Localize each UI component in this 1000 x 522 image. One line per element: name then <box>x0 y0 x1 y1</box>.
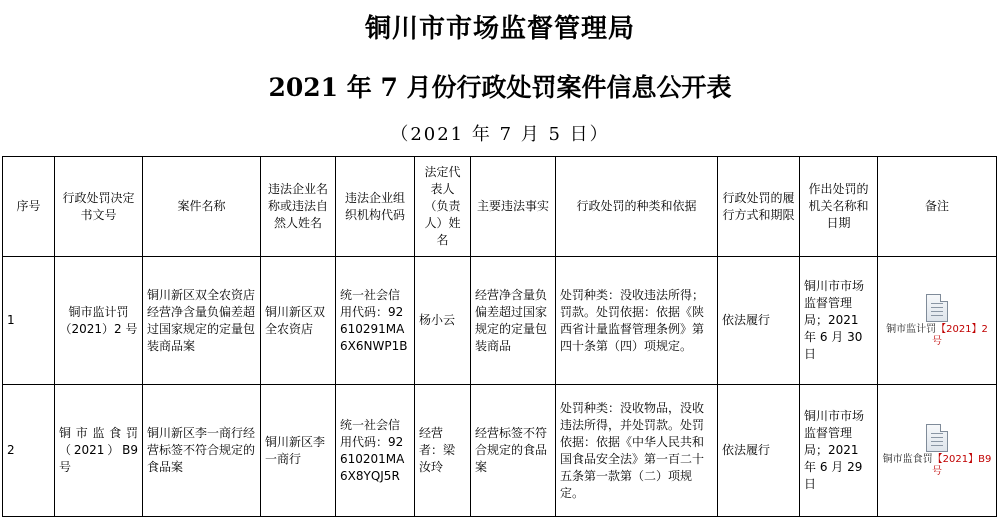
cell-no: 1 <box>3 257 55 385</box>
col-header-case-name: 案件名称 <box>143 157 261 257</box>
col-header-remark: 备注 <box>878 157 997 257</box>
cell-legal-rep: 杨小云 <box>415 257 471 385</box>
cell-authority: 铜川市市场监督管理局；2021 年 6 月 30日 <box>800 257 878 385</box>
cell-party: 铜川新区双全农资店 <box>261 257 336 385</box>
cell-doc-no: 铜市监计罚（2021）2 号 <box>55 257 143 385</box>
cell-method: 依法履行 <box>718 257 800 385</box>
penalty-table <box>2 156 997 517</box>
table-header-row <box>3 157 997 257</box>
table-row <box>3 257 997 385</box>
cell-penalty: 处罚种类：没收违法所得；罚款。处罚依据：依据《陕西省计量监督管理条例》第四十条第（四）项规定。 <box>556 257 718 385</box>
attachment-label[interactable]: 铜市监计罚【2021】2号 <box>886 323 988 347</box>
col-header-legal-rep: 法定代表人（负责人）姓名 <box>415 157 471 257</box>
cell-attachment[interactable] <box>878 385 997 517</box>
col-header-doc-no: 行政处罚决定书文号 <box>55 157 143 257</box>
cell-case-name: 铜川新区李一商行经营标签不符合规定的食品案 <box>143 385 261 517</box>
cell-org-code: 统一社会信用代码：92610201MA6X8YQJ5R <box>336 385 415 517</box>
document-icon[interactable] <box>926 294 948 322</box>
cell-org-code: 统一社会信用代码：92610291MA6X6NWP1B <box>336 257 415 385</box>
attachment-link[interactable] <box>882 424 992 478</box>
table-title: 2021 年 7 月份行政处罚案件信息公开表 <box>268 73 732 102</box>
cell-case-name: 铜川新区双全农资店经营净含量负偏差超过国家规定的定量包装商品案 <box>143 257 261 385</box>
attachment-link[interactable] <box>882 294 992 348</box>
col-header-penalty: 行政处罚的种类和依据 <box>556 157 718 257</box>
cell-attachment[interactable] <box>878 257 997 385</box>
cell-authority: 铜川市市场监督管理局；2021 年 6 月 29 日 <box>800 385 878 517</box>
table-row <box>3 385 997 517</box>
col-header-party: 违法企业名称或违法自然人姓名 <box>261 157 336 257</box>
cell-facts: 经营标签不符合规定的食品案 <box>471 385 556 517</box>
cell-no: 2 <box>3 385 55 517</box>
cell-legal-rep: 经营者：梁汝玲 <box>415 385 471 517</box>
col-header-org-code: 违法企业组织机构代码 <box>336 157 415 257</box>
cell-method: 依法履行 <box>718 385 800 517</box>
agency-title: 铜川市市场监督管理局 <box>364 14 635 44</box>
cell-party: 铜川新区李一商行 <box>261 385 336 517</box>
col-header-no: 序号 <box>3 157 55 257</box>
col-header-method: 行政处罚的履行方式和期限 <box>718 157 800 257</box>
date-line: （2021 年 7 月 5 日） <box>390 124 610 145</box>
col-header-facts: 主要违法事实 <box>471 157 556 257</box>
attachment-label[interactable]: 铜市监食罚【2021】B9号 <box>882 453 992 477</box>
col-header-authority: 作出处罚的机关名称和日期 <box>800 157 878 257</box>
document-icon[interactable] <box>926 424 948 452</box>
cell-doc-no: 铜市监食罚（2021）B9 号 <box>55 385 143 517</box>
cell-facts: 经营净含量负偏差超过国家规定的定量包装商品 <box>471 257 556 385</box>
cell-penalty: 处罚种类：没收物品，没收违法所得，并处罚款。处罚依据：依据《中华人民共和国食品安全法》第一百二十五条第一款第（二）项规定。 <box>556 385 718 517</box>
